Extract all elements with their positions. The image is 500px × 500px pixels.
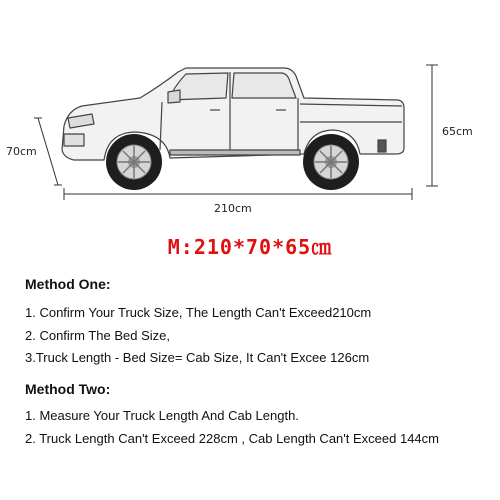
method-one-step-3: 3.Truck Length - Bed Size= Cab Size, It Can't Excee 126cm — [25, 350, 370, 365]
width-dimension-line — [34, 118, 62, 185]
method-one-step-2: 2. Confirm The Bed Size, — [25, 328, 170, 343]
method-two-step-1: 1. Measure Your Truck Length And Cab Length. — [25, 408, 299, 423]
height-dimension-line — [426, 65, 438, 186]
rear-wheel — [303, 134, 359, 190]
front-wheel — [106, 134, 162, 190]
method-one-heading: Method One: — [25, 276, 111, 292]
length-dimension-label: 210cm — [214, 202, 252, 215]
method-one-step-1: 1. Confirm Your Truck Size, The Length Can't Exceed210cm — [25, 305, 372, 320]
method-two-step-2: 2. Truck Length Can't Exceed 228cm , Cab Length Can't Exceed 144cm — [25, 431, 439, 446]
length-dimension-line — [64, 188, 412, 200]
width-dimension-label: 70cm — [6, 145, 37, 158]
method-two-heading: Method Two: — [25, 381, 111, 397]
size-title: M:210*70*65㎝ — [167, 235, 333, 259]
truck-diagram — [0, 0, 500, 230]
height-dimension-label: 65cm — [442, 125, 473, 138]
